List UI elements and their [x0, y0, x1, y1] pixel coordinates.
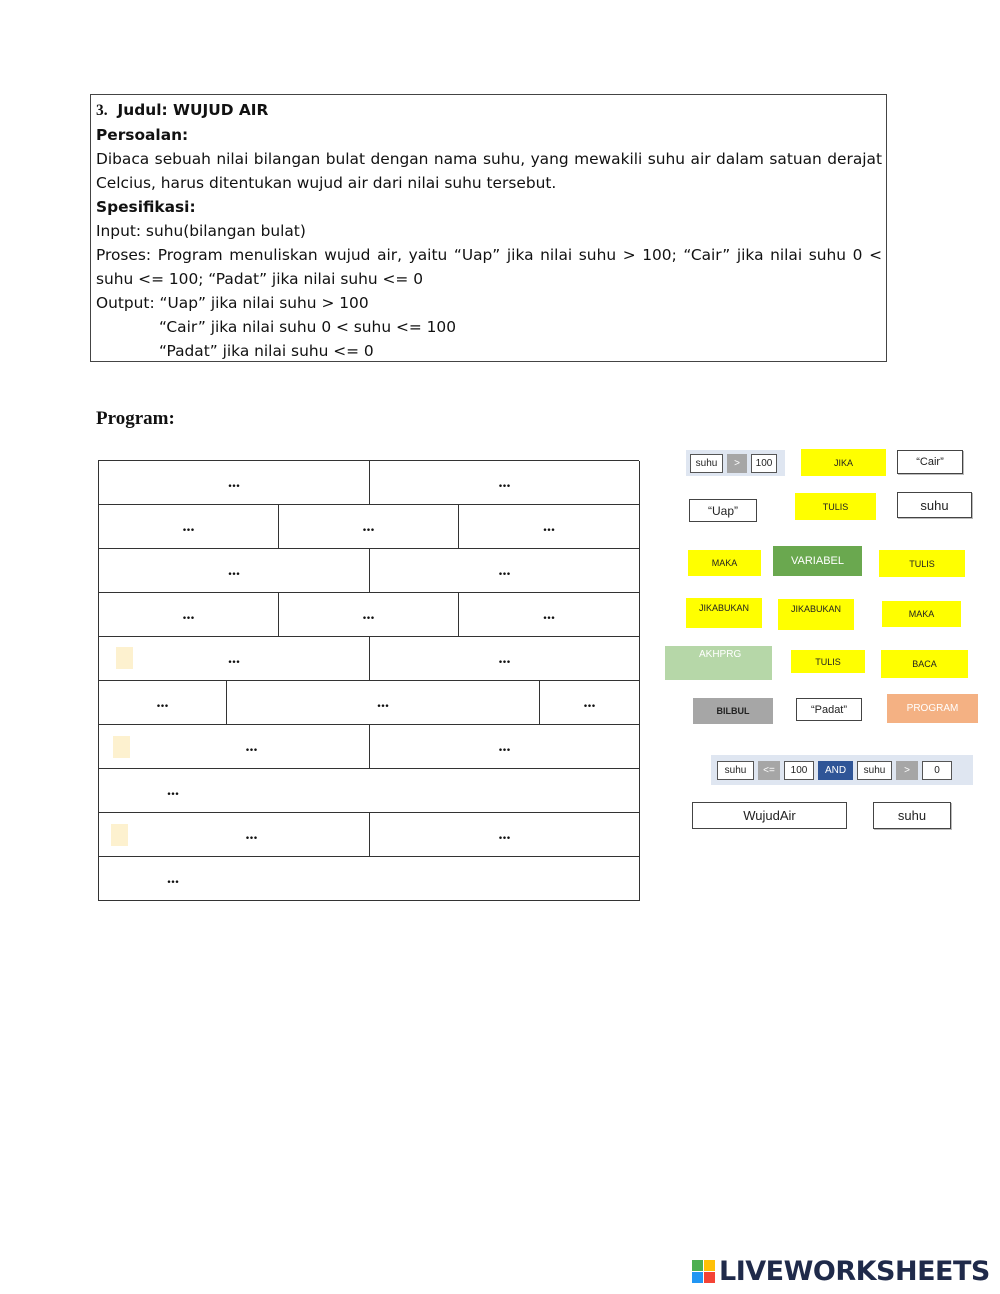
- grid-row-8: [99, 769, 639, 813]
- expr-operator: >: [896, 761, 918, 780]
- tile-suhu[interactable]: suhu: [873, 802, 951, 829]
- persoalan-text-1: Dibaca sebuah nilai bilangan bulat dengan nama suhu, yang mewakili suhu air dalam satuan derajat: [96, 150, 882, 168]
- drop-slot[interactable]: ...: [227, 681, 540, 725]
- grid-row-3: [99, 549, 639, 593]
- drop-slot[interactable]: ...: [99, 593, 279, 637]
- drop-slot[interactable]: ...: [99, 813, 370, 857]
- persoalan-text-2: Celcius, harus ditentukan wujud air dari nilai suhu tersebut.: [96, 174, 557, 192]
- expr-and: AND: [818, 761, 853, 780]
- program-grid: [98, 460, 639, 901]
- tile-uap[interactable]: “Uap”: [689, 499, 757, 522]
- drop-slot[interactable]: ...: [370, 461, 640, 505]
- tile-suhu[interactable]: suhu: [897, 492, 972, 518]
- tile-tulis[interactable]: TULIS: [791, 650, 865, 673]
- drop-slot[interactable]: ...: [99, 857, 640, 901]
- drop-slot[interactable]: ...: [459, 505, 640, 549]
- tile-padat[interactable]: “Padat”: [796, 698, 862, 721]
- tile-maka[interactable]: MAKA: [882, 601, 961, 627]
- proses-spec-1: Proses: Program menuliskan wujud air, yaitu “Uap” jika nilai suhu > 100; “Cair” jika nilai suhu 0 <: [96, 246, 882, 264]
- drop-slot[interactable]: ...: [370, 549, 640, 593]
- grid-row-1: [99, 461, 639, 505]
- grid-row-4: [99, 593, 639, 637]
- tile-jikabukan[interactable]: JIKABUKAN: [778, 599, 854, 630]
- expr-operator: <=: [758, 761, 780, 780]
- tile-expr-suhu-gt-100[interactable]: [686, 450, 785, 476]
- problem-statement: [90, 94, 887, 362]
- persoalan-label: Persoalan:: [96, 126, 189, 144]
- tile-baca[interactable]: BACA: [881, 650, 968, 678]
- drop-slot[interactable]: ...: [99, 549, 370, 593]
- tile-akhprg[interactable]: AKHPRG: [665, 646, 772, 680]
- liveworksheets-logo-icon: [692, 1260, 716, 1284]
- tile-tulis[interactable]: TULIS: [879, 550, 965, 577]
- drop-slot[interactable]: ...: [370, 637, 640, 681]
- input-spec: Input: suhu(bilangan bulat): [96, 222, 306, 240]
- liveworksheets-logo: [692, 1256, 990, 1287]
- drop-slot[interactable]: ...: [99, 681, 227, 725]
- expr-operand: suhu: [717, 761, 754, 780]
- expr-operand: suhu: [690, 454, 723, 473]
- tile-bilbul[interactable]: BILBUL: [693, 698, 773, 724]
- tile-cair[interactable]: “Cair”: [897, 450, 963, 474]
- expr-operand: suhu: [857, 761, 892, 780]
- drop-slot[interactable]: ...: [99, 725, 370, 769]
- drop-slot[interactable]: ...: [370, 725, 640, 769]
- liveworksheets-logo-text: LIVEWORKSHEETS: [719, 1256, 990, 1287]
- tile-jikabukan[interactable]: JIKABUKAN: [686, 598, 762, 628]
- grid-row-10: [99, 857, 639, 901]
- grid-row-6: [99, 681, 639, 725]
- tile-tulis[interactable]: TULIS: [795, 493, 876, 520]
- tile-wujudair[interactable]: WujudAir: [692, 802, 847, 829]
- tile-variabel[interactable]: VARIABEL: [773, 546, 862, 576]
- drop-slot[interactable]: ...: [99, 637, 370, 681]
- spesifikasi-label: Spesifikasi:: [96, 198, 196, 216]
- grid-row-5: [99, 637, 639, 681]
- expr-operand: 100: [784, 761, 814, 780]
- expr-operand: 100: [751, 454, 777, 473]
- drop-slot[interactable]: ...: [99, 505, 279, 549]
- drop-slot[interactable]: ...: [540, 681, 640, 725]
- grid-row-2: [99, 505, 639, 549]
- drop-slot[interactable]: ...: [279, 593, 459, 637]
- output-spec-2: “Cair” jika nilai suhu 0 < suhu <= 100: [159, 318, 457, 336]
- tile-jika[interactable]: JIKA: [801, 449, 886, 476]
- proses-spec-2: suhu <= 100; “Padat” jika nilai suhu <= 0: [96, 270, 424, 288]
- grid-row-7: [99, 725, 639, 769]
- drop-slot[interactable]: ...: [99, 769, 640, 813]
- tile-expr-suhu-le-100-and-suhu-gt-0[interactable]: [711, 755, 973, 785]
- drop-slot[interactable]: ...: [279, 505, 459, 549]
- drop-slot[interactable]: ...: [370, 813, 640, 857]
- drop-slot[interactable]: ...: [99, 461, 370, 505]
- grid-row-9: [99, 813, 639, 857]
- problem-title: 3. Judul: WUJUD AIR: [96, 101, 269, 119]
- program-label: Program:: [96, 408, 175, 429]
- tile-program[interactable]: PROGRAM: [887, 694, 978, 723]
- drop-slot[interactable]: ...: [459, 593, 640, 637]
- expr-operand: 0: [922, 761, 952, 780]
- output-spec-1: Output: “Uap” jika nilai suhu > 100: [96, 294, 369, 312]
- expr-operator: >: [727, 454, 747, 473]
- tile-maka[interactable]: MAKA: [688, 550, 761, 576]
- output-spec-3: “Padat” jika nilai suhu <= 0: [159, 342, 374, 360]
